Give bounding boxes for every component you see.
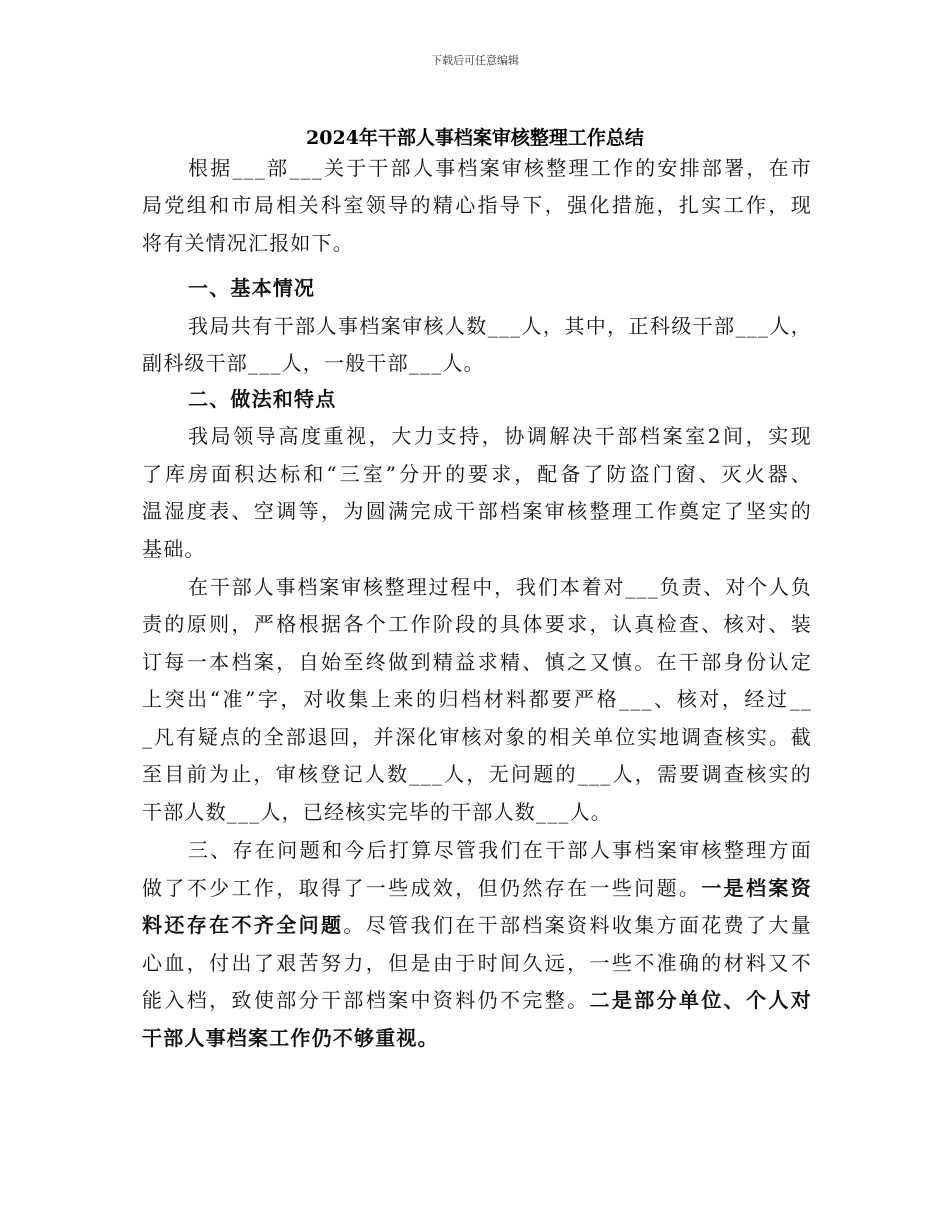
- bold-emphasis: 二是部分单位、个人对: [589, 988, 812, 1012]
- body-text-line: [142, 982, 812, 1020]
- line-text: 做了不少工作，取得了一些成效，但仍然存在一些问题。: [142, 876, 702, 900]
- body-text-line: [142, 719, 812, 757]
- line-text: 一、基本情况: [188, 276, 316, 300]
- line-text: 基础。: [142, 537, 206, 561]
- line-text: 能入档，致使部分干部档案中资料仍不完整。: [142, 988, 590, 1012]
- bold-emphasis: 一是档案资: [701, 876, 812, 900]
- line-text: 。尽管我们在干部档案资料收集方面花费了大量: [343, 913, 812, 937]
- body-text-line: [142, 606, 812, 644]
- line-text: 我局共有干部人事档案审核人数___人，其中，正科级干部___人，: [188, 314, 812, 338]
- line-text: 局党组和市局相关科室领导的精心指导下，强化措施，扎实工作，现: [142, 193, 812, 217]
- body-text-line: [142, 569, 812, 607]
- body-text-line: [142, 870, 812, 908]
- line-text: 心血，付出了艰苦努力，但是由于时间久远，一些不准确的材料又不: [142, 951, 812, 975]
- body-text-line: [142, 456, 812, 494]
- line-text: 至目前为止，审核登记人数___人，无问题的___人，需要调查核实的: [142, 762, 812, 786]
- line-text: 副科级干部___人，一般干部___人。: [142, 351, 485, 375]
- body-text-line: [142, 345, 812, 383]
- body-text-line: [142, 794, 812, 832]
- body-text-line: [142, 644, 812, 682]
- line-text: 在干部人事档案审核整理过程中，我们本着对___负责、对个人负: [188, 575, 812, 599]
- section-heading: [142, 381, 812, 419]
- line-text: 干部人数___人，已经核实完毕的干部人数___人。: [142, 800, 612, 824]
- page-header: 下载后可任意编辑: [431, 54, 519, 67]
- body-text-line: [142, 832, 812, 870]
- line-text: 根据___部___关于干部人事档案审核整理工作的安排部署，在市: [188, 156, 812, 180]
- body-text-line: [142, 493, 812, 531]
- line-text: 上突出“准”字，对收集上来的归档材料都要严格___、核对，经过__: [142, 687, 812, 711]
- body-text-line: [142, 225, 812, 263]
- body-text-line: [142, 187, 812, 225]
- line-text: 订每一本档案，自始至终做到精益求精、慎之又慎。在干部身份认定: [142, 650, 812, 674]
- section-heading: [142, 270, 812, 308]
- bold-emphasis: 料还存在不齐全问题: [142, 913, 344, 937]
- body-text-line: [142, 681, 812, 719]
- line-text: 我局领导高度重视，大力支持，协调解决干部档案室2间，实现: [188, 424, 812, 448]
- line-text: 责的原则，严格根据各个工作阶段的具体要求，认真检查、核对、装: [142, 612, 812, 636]
- line-text: 三、存在问题和今后打算尽管我们在干部人事档案审核整理方面: [188, 838, 812, 862]
- bold-emphasis: 干部人事档案工作仍不够重视。: [142, 1026, 439, 1050]
- body-text-line: [142, 1020, 812, 1058]
- body-text-line: [142, 531, 812, 569]
- body-text-line: [142, 756, 812, 794]
- line-text: 了库房面积达标和“三室”分开的要求，配备了防盗门窗、灭火器、: [142, 462, 812, 486]
- body-text-line: [142, 418, 812, 456]
- body-text-line: [142, 150, 812, 188]
- body-text-line: [142, 945, 812, 983]
- line-text: 温湿度表、空调等，为圆满完成干部档案审核整理工作奠定了坚实的: [142, 499, 812, 523]
- body-text-line: [142, 907, 812, 945]
- line-text: _凡有疑点的全部退回，并深化审核对象的相关单位实地调查核实。截: [142, 725, 812, 749]
- line-text: 将有关情况汇报如下。: [142, 231, 354, 255]
- line-text: 二、做法和特点: [188, 387, 337, 411]
- body-text-line: [142, 308, 812, 346]
- document-title: 2024年干部人事档案审核整理工作总结: [306, 127, 644, 149]
